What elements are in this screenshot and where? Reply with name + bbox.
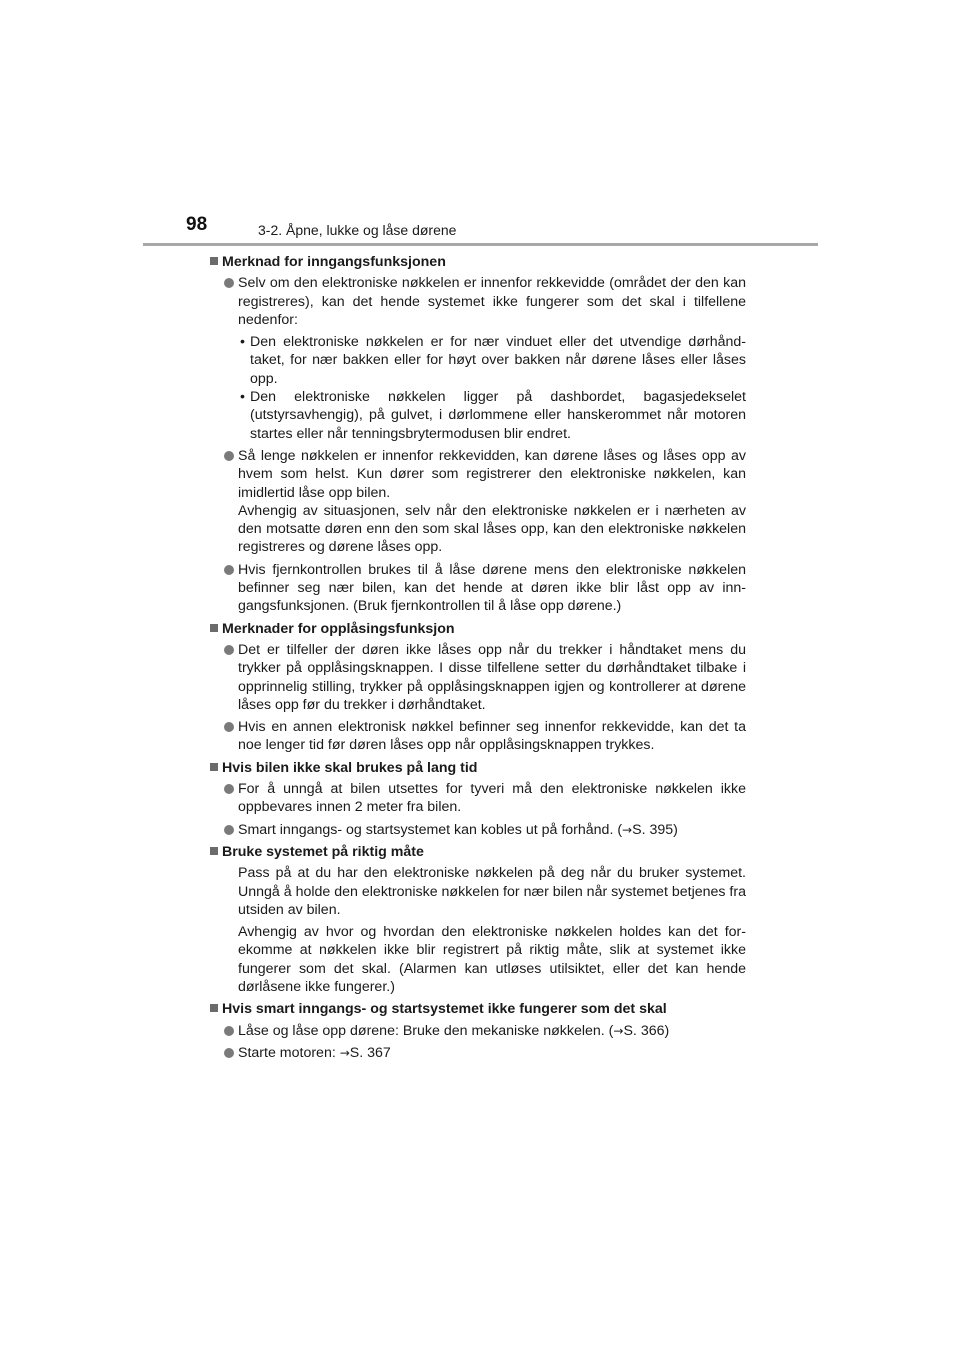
chapter-title: 3-2. Åpne, lukke og låse dørene — [258, 222, 457, 238]
list-item — [210, 561, 746, 616]
circle-bullet-icon — [224, 565, 234, 575]
square-bullet-icon — [210, 763, 218, 771]
square-bullet-icon — [210, 847, 218, 855]
section-heading-text: Merknad for inngangsfunksjonen — [222, 254, 446, 270]
sub-list-item — [238, 388, 746, 443]
section-opplasingsfunksjon — [210, 620, 746, 755]
section-heading — [210, 253, 746, 271]
section-heading-text: Bruke systemet på riktig måte — [222, 843, 424, 860]
arrow-right-icon: → — [622, 822, 633, 837]
circle-bullet-icon — [224, 278, 234, 288]
circle-bullet-icon — [224, 722, 234, 732]
sub-list — [238, 333, 746, 443]
list-item-text: For å unngå at bilen utsettes for tyveri må den elektroniske nøkkelen ikke oppbevares innen 2 meter fra bilen. — [238, 781, 746, 816]
list-item-text: Hvis en annen elektronisk nøkkel befinner seg innenfor rekkevidde, kan det ta noe lenger tid før døren låses opp når opplåsingsknappen trykkes. — [238, 719, 746, 754]
section-heading-text: Hvis bilen ikke skal brukes på lang tid — [222, 759, 478, 776]
list-item-text: Så lenge nøkkelen er innenfor rekkevidden, kan dørene låses og låses opp av hvem som helst. Kun dører som registrerer den elektroniske nøkkelen, kan imidlertid låse opp bilen. — [238, 447, 746, 501]
section-feil — [210, 1000, 746, 1062]
circle-bullet-icon — [224, 825, 234, 835]
section-heading — [210, 1000, 746, 1018]
list-item-text — [238, 1022, 746, 1040]
arrow-right-icon: → — [613, 1023, 624, 1038]
sub-list-item-text: Den elektroniske nøkkelen er for nær vinduet eller det utvendige dørhånd-taket, for nær bakken eller for høyt over bakken når dørene låses eller låses opp. — [250, 334, 746, 387]
square-bullet-icon — [210, 257, 218, 265]
section-heading-text: Hvis smart inngangs- og startsystemet ikke fungerer som det skal — [222, 1001, 667, 1018]
list-item-text: Avhengig av situasjonen, selv når den elektroniske nøkkelen er i nærheten av den motsatte døren enn den som skal låses opp, kan den elektroniske nøkkelen registreres og dørene låses opp. — [238, 502, 746, 556]
list-item-text — [238, 821, 746, 839]
section-heading — [210, 843, 746, 861]
page-content — [210, 253, 746, 1066]
circle-bullet-icon — [224, 784, 234, 794]
list-item-text: Selv om den elektroniske nøkkelen er innenfor rekkevidde (området der den kan registreres), kan det hende systemet ikke fungerer som det skal i tilfellene nedenfor: — [238, 275, 746, 328]
list-item-text: Det er tilfeller der døren ikke låses opp når du trekker i håndtaket mens du trykker på opplåsingsknappen. I disse tilfellene setter du dørhåndtaket tilbake i opprinnelig stilling, trykker på opplåsingsknappen igjen og kontrollerer at dørene låses opp før du trekker i dørhåndtaket. — [238, 641, 746, 713]
section-heading-text: Merknader for opplåsingsfunksjon — [222, 620, 455, 637]
list-item — [210, 718, 746, 755]
square-bullet-icon — [210, 1004, 218, 1012]
text-fragment: Smart inngangs- og startsystemet kan kobles ut på forhånd. ( — [238, 821, 623, 838]
list-item — [210, 821, 746, 839]
sub-bullet-icon: • — [240, 389, 245, 406]
square-bullet-icon — [210, 624, 218, 632]
page-reference: S. 395) — [632, 821, 678, 838]
list-item-text — [238, 1044, 746, 1062]
list-item — [210, 447, 746, 557]
section-heading — [210, 759, 746, 777]
circle-bullet-icon — [224, 645, 234, 655]
section-lang-tid — [210, 759, 746, 839]
page-reference: S. 366) — [623, 1022, 670, 1039]
text-fragment: Låse og låse opp dørene: Bruke den mekaniske nøkkelen. ( — [238, 1022, 614, 1039]
page-number: 98 — [186, 214, 208, 235]
paragraph: Pass på at du har den elektroniske nøkkelen på deg når du bruker systemet. Unngå å holde den elektroniske nøkkelen for nær bilen når systemet betjenes fra utsiden av bilen. — [238, 865, 746, 918]
circle-bullet-icon — [224, 451, 234, 461]
sub-list-item-text: Den elektroniske nøkkelen ligger på dashbordet, bagasjedekselet (utstyrsavhengig), på gulvet, i dørlommene eller hanskerommet når motoren startes eller når tenningsbrytermodusen blir endret. — [250, 389, 746, 442]
list-item — [210, 274, 746, 443]
header-divider — [143, 243, 818, 246]
list-item-text: Hvis fjernkontrollen brukes til å låse dørene mens den elektroniske nøkkelen befinner seg nær bilen, kan det hende at døren ikke blir låst opp av inn-gangsfunksjonen. (Bruk fjernkontrollen til å låse opp dørene.) — [238, 561, 746, 615]
list-item — [210, 780, 746, 817]
page-header — [186, 214, 726, 244]
circle-bullet-icon — [224, 1048, 234, 1058]
text-fragment: Starte motoren: — [238, 1044, 340, 1061]
paragraph: Avhengig av hvor og hvordan den elektroniske nøkkelen holdes kan det for-ekomme at nøkkelen ikke blir registrert på riktig måte, slik at systemet ikke fungerer som det skal. (Alarmen kan utløses utilsiktet, eller det kan hende dørlåsene ikke fungerer.) — [238, 924, 746, 995]
section-heading — [210, 620, 746, 638]
circle-bullet-icon — [224, 1026, 234, 1036]
sub-list-item — [238, 333, 746, 388]
list-item — [210, 641, 746, 714]
page-reference: S. 367 — [349, 1044, 391, 1061]
arrow-right-icon: → — [339, 1045, 350, 1060]
section-riktig-mate — [210, 843, 746, 996]
sub-bullet-icon: • — [240, 334, 245, 351]
list-item — [210, 1022, 746, 1040]
section-inngangsfunksjon — [210, 253, 746, 616]
list-item — [210, 1044, 746, 1062]
